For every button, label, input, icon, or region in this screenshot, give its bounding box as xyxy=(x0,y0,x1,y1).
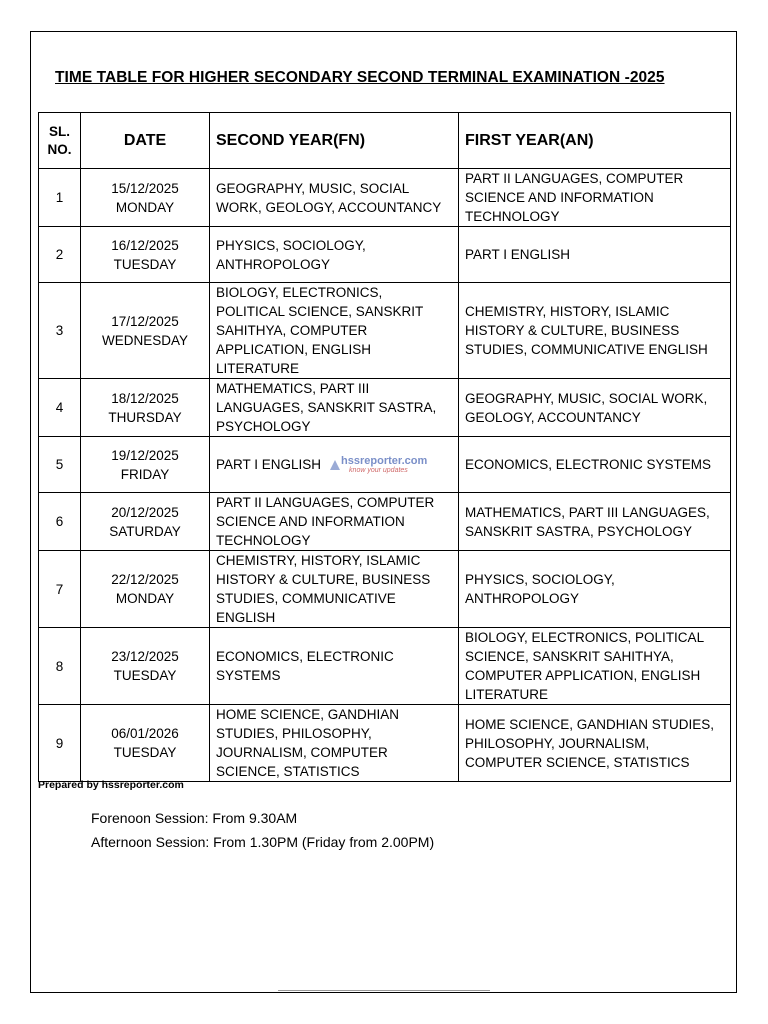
row-date: 22/12/2025 xyxy=(111,572,179,587)
row-date-cell xyxy=(81,551,210,628)
exam-timetable xyxy=(38,112,731,782)
row-second-year-subjects: GEOGRAPHY, MUSIC, SOCIAL WORK, GEOLOGY, ACCOUNTANCY xyxy=(216,180,442,215)
row-second-year-subjects: ECONOMICS, ELECTRONIC SYSTEMS xyxy=(216,649,394,683)
row-date: 16/12/2025 xyxy=(111,237,179,253)
row-date-cell xyxy=(81,379,210,437)
header-date: DATE xyxy=(81,113,210,169)
row-first-year-subjects: BIOLOGY, ELECTRONICS, POLITICAL SCIENCE, SANSKRIT SAHITHYA, COMPUTER APPLICATION, ENGLISH LITERATURE xyxy=(459,628,731,705)
row-first-year-subjects: PART II LANGUAGES, COMPUTER SCIENCE AND INFORMATION TECHNOLOGY xyxy=(459,169,731,227)
table-header-row xyxy=(39,113,731,169)
table-row xyxy=(39,437,731,493)
row-date: 06/01/2026 xyxy=(111,726,179,741)
footer-divider xyxy=(278,990,490,991)
row-date: 15/12/2025 xyxy=(111,180,179,196)
row-second-year-subjects: HOME SCIENCE, GANDHIAN STUDIES, PHILOSOPHY, JOURNALISM, COMPUTER SCIENCE, STATISTICS xyxy=(216,707,400,779)
table-row xyxy=(39,493,731,551)
header-first-year: FIRST YEAR(AN) xyxy=(459,113,731,169)
row-second-year-subjects-cell xyxy=(210,379,459,437)
row-day: WEDNESDAY xyxy=(101,332,188,348)
row-second-year-subjects-cell xyxy=(210,169,459,227)
row-date-cell xyxy=(81,493,210,551)
prepared-by-note: Prepared by hssreporter.com xyxy=(38,779,184,791)
row-second-year-subjects: PHYSICS, SOCIOLOGY, ANTHROPOLOGY xyxy=(216,237,366,272)
row-date-cell xyxy=(81,705,210,782)
row-day: SATURDAY xyxy=(109,523,181,539)
row-day: MONDAY xyxy=(115,591,175,606)
hssreporter-logo-icon xyxy=(329,458,341,472)
header-second-year: SECOND YEAR(FN) xyxy=(210,113,459,169)
row-sl-no: 5 xyxy=(39,437,81,493)
table-row xyxy=(39,705,731,782)
row-second-year-subjects: PART I ENGLISH xyxy=(216,456,322,472)
row-first-year-subjects: GEOGRAPHY, MUSIC, SOCIAL WORK, GEOLOGY, ACCOUNTANCY xyxy=(459,379,731,437)
table-row xyxy=(39,551,731,628)
row-second-year-subjects-cell xyxy=(210,283,459,379)
row-sl-no: 8 xyxy=(39,628,81,705)
row-first-year-subjects: CHEMISTRY, HISTORY, ISLAMIC HISTORY & CULTURE, BUSINESS STUDIES, COMMUNICATIVE ENGLISH xyxy=(459,283,731,379)
row-date: 17/12/2025 xyxy=(111,313,179,329)
row-second-year-subjects-cell xyxy=(210,493,459,551)
row-date-cell xyxy=(81,283,210,379)
watermark-text: hssreporter.com xyxy=(341,455,428,468)
row-sl-no: 4 xyxy=(39,379,81,437)
watermark-tagline: know your updates xyxy=(349,467,408,475)
row-day: FRIDAY xyxy=(120,466,170,482)
table-row xyxy=(39,169,731,227)
table-row xyxy=(39,227,731,283)
row-second-year-subjects: BIOLOGY, ELECTRONICS, POLITICAL SCIENCE, SANSKRIT SAHITHYA, COMPUTER APPLICATION, ENGLISH LITERATURE xyxy=(216,285,424,376)
row-date-cell xyxy=(81,169,210,227)
row-day: TUESDAY xyxy=(113,256,177,272)
row-second-year-subjects: PART II LANGUAGES, COMPUTER SCIENCE AND INFORMATION TECHNOLOGY xyxy=(216,495,435,548)
table-row xyxy=(39,628,731,705)
forenoon-session-note: Forenoon Session: From 9.30AM xyxy=(91,810,298,826)
row-sl-no: 2 xyxy=(39,227,81,283)
row-sl-no: 3 xyxy=(39,283,81,379)
row-day: THURSDAY xyxy=(108,409,182,425)
afternoon-session-note: Afternoon Session: From 1.30PM (Friday from 2.00PM) xyxy=(91,834,435,850)
table-row xyxy=(39,283,731,379)
row-date: 19/12/2025 xyxy=(111,447,179,463)
row-date: 23/12/2025 xyxy=(111,649,179,664)
row-second-year-subjects-cell xyxy=(210,437,459,493)
row-date: 20/12/2025 xyxy=(111,504,179,520)
table-row xyxy=(39,379,731,437)
row-date: 18/12/2025 xyxy=(111,390,179,406)
row-second-year-subjects: MATHEMATICS, PART III LANGUAGES, SANSKRIT SASTRA, PSYCHOLOGY xyxy=(216,381,437,434)
row-sl-no: 7 xyxy=(39,551,81,628)
page-title: TIME TABLE FOR HIGHER SECONDARY SECOND TERMINAL EXAMINATION -2025 xyxy=(55,69,665,86)
row-date-cell xyxy=(81,437,210,493)
row-second-year-subjects-cell xyxy=(210,705,459,782)
row-date-cell xyxy=(81,227,210,283)
row-sl-no: 9 xyxy=(39,705,81,782)
row-first-year-subjects: ECONOMICS, ELECTRONIC SYSTEMS xyxy=(459,437,731,493)
row-day: TUESDAY xyxy=(113,668,177,683)
row-sl-no: 1 xyxy=(39,169,81,227)
row-second-year-subjects-cell xyxy=(210,227,459,283)
row-first-year-subjects: PHYSICS, SOCIOLOGY, ANTHROPOLOGY xyxy=(459,551,731,628)
row-sl-no: 6 xyxy=(39,493,81,551)
row-first-year-subjects: PART I ENGLISH xyxy=(459,227,731,283)
row-second-year-subjects: CHEMISTRY, HISTORY, ISLAMIC HISTORY & CULTURE, BUSINESS STUDIES, COMMUNICATIVE ENGLISH xyxy=(216,553,431,625)
watermark xyxy=(329,456,427,474)
row-day: TUESDAY xyxy=(113,745,177,760)
header-sl-no: SL. NO. xyxy=(39,113,81,169)
row-first-year-subjects: HOME SCIENCE, GANDHIAN STUDIES, PHILOSOPHY, JOURNALISM, COMPUTER SCIENCE, STATISTICS xyxy=(459,705,731,782)
row-day: MONDAY xyxy=(115,199,175,215)
row-second-year-subjects-cell xyxy=(210,628,459,705)
row-first-year-subjects: MATHEMATICS, PART III LANGUAGES, SANSKRIT SASTRA, PSYCHOLOGY xyxy=(459,493,731,551)
row-second-year-subjects-cell xyxy=(210,551,459,628)
row-date-cell xyxy=(81,628,210,705)
